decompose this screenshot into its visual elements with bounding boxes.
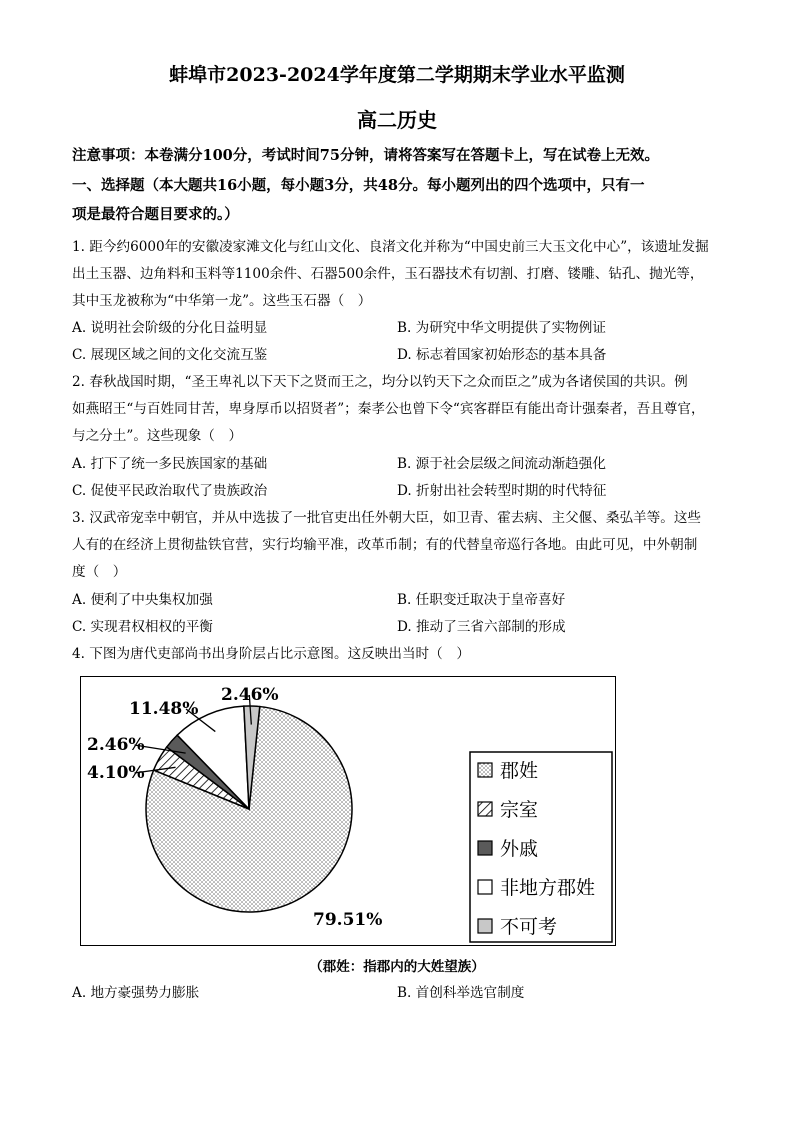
section-heading-line1: 一、选择题（本大题共16小题，每小题3分，共48分。每小题列出的四个选项中，只有一 <box>72 177 645 194</box>
legend-label-4: 非地方郡姓 <box>500 877 596 899</box>
question-2-option-b[interactable]: B. 源于社会层级之间流动渐趋强化 <box>397 456 606 472</box>
legend-label-3: 外戚 <box>500 838 539 860</box>
legend-swatch-2 <box>478 802 492 816</box>
exam-subject: 高二历史 <box>357 108 437 132</box>
notice: 注意事项：本卷满分100分，考试时间75分钟，请将答案写在答题卡上，写在试卷上无效。 <box>72 147 659 164</box>
legend-swatch-4 <box>478 880 492 894</box>
pie-chart <box>81 677 614 944</box>
legend-swatch-1 <box>478 763 492 777</box>
question-1-option-d[interactable]: D. 标志着国家初始形态的基本具备 <box>397 347 607 363</box>
pie-label-5: 2.46% <box>221 685 279 705</box>
chart-caption: （郡姓：指郡内的大姓望族） <box>309 959 485 975</box>
question-2-line1: 2. 春秋战国时期，“圣王卑礼以下天下之贤而王之，均分以钓天下之众而臣之”成为各诸侯国的共识。例 <box>72 374 688 390</box>
question-2-option-d[interactable]: D. 折射出社会转型时期的时代特征 <box>397 483 607 499</box>
section-heading-line2: 项是最符合题目要求的。） <box>72 206 239 223</box>
question-4-option-a[interactable]: A. 地方豪强势力膨胀 <box>72 985 200 1001</box>
question-1-line1: 1. 距今约6000年的安徽凌家滩文化与红山文化、良渚文化并称为“中国史前三大玉文化中心”，该遗址发掘 <box>72 239 709 255</box>
pie-label-4: 11.48% <box>129 699 199 719</box>
question-2-option-c[interactable]: C. 促使平民政治取代了贵族政治 <box>72 483 268 499</box>
question-2-line2: 如燕昭王“与百姓同甘苦，卑身厚币以招贤者”；秦孝公也曾下令“宾客群臣有能出奇计强秦者，吾且尊官， <box>72 401 705 417</box>
question-1-option-b[interactable]: B. 为研究中华文明提供了实物例证 <box>397 320 606 336</box>
legend-label-2: 宗室 <box>500 799 539 821</box>
question-1-line2: 出土玉器、边角料和玉料等1100余件、石器500余件，玉石器技术有切割、打磨、镂雕、钻孔、抛光等， <box>72 266 704 282</box>
pie-label-1: 79.51% <box>313 910 383 930</box>
question-4-line1: 4. 下图为唐代吏部尚书出身阶层占比示意图。这反映出当时（ ） <box>72 646 470 662</box>
question-3-line1: 3. 汉武帝宠幸中朝官，并从中选拔了一批官吏出任外朝大臣，如卫青、霍去病、主父偃、桑弘羊等。这些 <box>72 510 702 526</box>
legend-label-1: 郡姓 <box>500 760 539 782</box>
question-3-option-c[interactable]: C. 实现君权相权的平衡 <box>72 619 213 635</box>
question-2-line3: 与之分土”。这些现象（ ） <box>72 428 243 444</box>
question-2-option-a[interactable]: A. 打下了统一多民族国家的基础 <box>72 456 268 472</box>
pie-label-2: 4.10% <box>87 763 145 783</box>
legend-swatch-5 <box>478 919 492 933</box>
question-3-option-d[interactable]: D. 推动了三省六部制的形成 <box>397 619 566 635</box>
question-3-option-b[interactable]: B. 任职变迁取决于皇帝喜好 <box>397 592 566 608</box>
question-1-line3: 其中玉龙被称为“中华第一龙”。这些玉石器（ ） <box>72 293 372 309</box>
legend-swatch-3 <box>478 841 492 855</box>
question-1-option-c[interactable]: C. 展现区域之间的文化交流互鉴 <box>72 347 268 363</box>
question-3-line3: 度（ ） <box>72 564 127 580</box>
question-1-option-a[interactable]: A. 说明社会阶级的分化日益明显 <box>72 320 268 336</box>
question-3-line2: 人有的在经济上贯彻盐铁官营，实行均输平准，改革币制；有的代替皇帝巡行各地。由此可见，中外朝制 <box>72 537 698 553</box>
legend-label-5: 不可考 <box>500 916 558 938</box>
question-4-option-b[interactable]: B. 首创科举选官制度 <box>397 985 525 1001</box>
question-3-option-a[interactable]: A. 便利了中央集权加强 <box>72 592 213 608</box>
pie-chart-frame <box>80 676 616 946</box>
pie-label-3: 2.46% <box>87 735 145 755</box>
exam-title: 蚌埠市2023-2024学年度第二学期期末学业水平监测 <box>169 64 625 86</box>
